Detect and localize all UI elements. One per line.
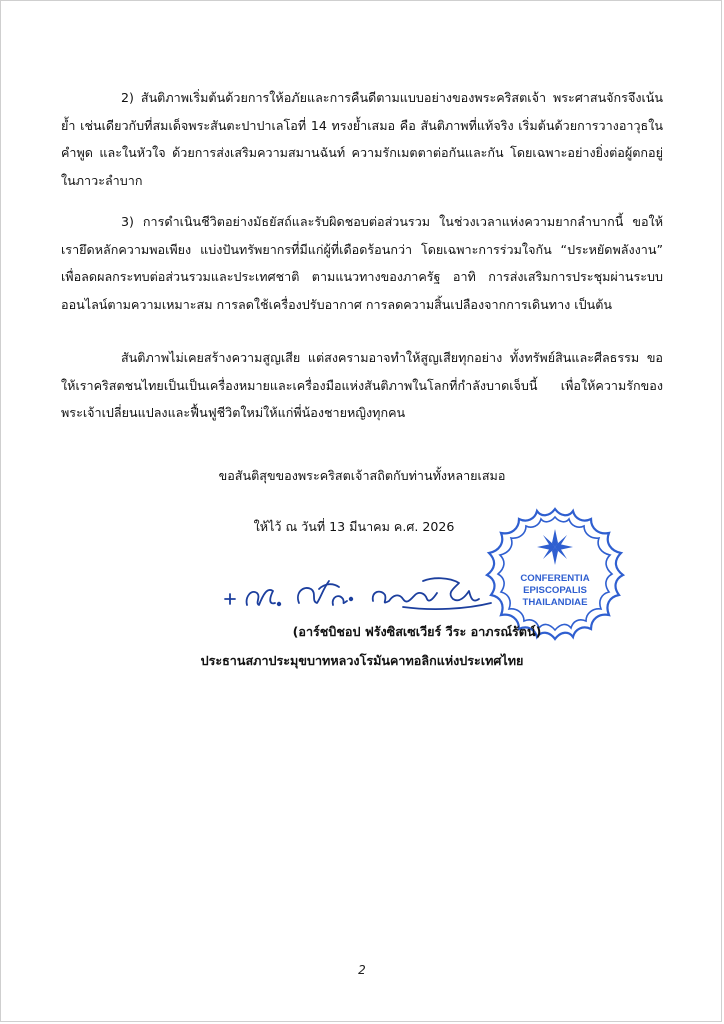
seal-text-line-1: CONFERENTIA bbox=[520, 573, 590, 584]
paragraph-responsibility: 3) การดำเนินชีวิตอย่างมัธยัสถ์และรับผิดชอบต่อส่วนรวม ในช่วงเวลาแห่งความยากลำบากนี้ ขอให้เรายึดหลักความพอเพียง แบ่งปันทรัพยากรที่มีแก่ผู้ที่เดือดร้อนกว่า โดยเฉพาะการร่วมใจกัน “ประหยัดพลังงาน” เพื่อลดผลกระทบต่อส่วนรวมและประเทศชาติ ตามแนวทางของภาครัฐ อาทิ การส่งเสริมการประชุมผ่านระบบออนไลน์ตามความเหมาะสม การลดใช้เครื่องปรับอากาศ การลดความสิ้นเปลืองจากการเดินทาง เป็นต้น bbox=[61, 214, 663, 312]
signer-name: (อาร์ชบิชอป ฟรังซิสเซเวียร์ วีระ อาภรณ์รัตน์) bbox=[292, 624, 542, 639]
paragraph-forgiveness: 2) สันติภาพเริ่มต้นด้วยการให้อภัยและการคืนดีตามแบบอย่างของพระคริสตเจ้า พระศาสนจักรจึงเน้นย้ำ เช่นเดียวกับที่สมเด็จพระสันตะปาปาเลโอที่ 14 ทรงย้ำเสมอ คือ สันติภาพที่แท้จริง เริ่มต้นด้วยการวางอาวุธในคำพูด และในหัวใจ ด้วยการส่งเสริมความสมานฉันท์ ความรักเมตตาต่อกันและกัน โดยเฉพาะอย่างยิ่งต่อผู้ตกอยู่ในภาวะลำบาก bbox=[61, 90, 663, 188]
seal-text-line-2: EPISCOPALIS bbox=[523, 585, 587, 596]
paragraph-peace: สันติภาพไม่เคยสร้างความสูญเสีย แต่สงครามอาจทำให้สูญเสียทุกอย่าง ทั้งทรัพย์สินและศีลธรรม ขอให้เราคริสตชนไทยเป็นเป็นเครื่องหมายและเครื่องมือแห่งสันติภาพในโลกที่กำลังบาดเจ็บนี้ เพื่อให้ความรักของพระเจ้าเปลี่ยนแปลงและฟื้นฟูชีวิตใหม่ให้แก่พี่น้องชายหญิงทุกคน bbox=[61, 350, 663, 420]
page-number: 2 bbox=[358, 963, 366, 977]
handwritten-signature bbox=[223, 569, 523, 619]
signer-title: ประธานสภาประมุขบาทหลวงโรมันคาทอลิกแห่งประเทศไทย bbox=[200, 653, 524, 668]
date-line: ให้ไว้ ณ วันที่ 13 มีนาคม ค.ศ. 2026 bbox=[253, 519, 455, 534]
closing-greeting: ขอสันติสุขของพระคริสตเจ้าสถิตกับท่านทั้งหลายเสมอ bbox=[218, 468, 506, 483]
seal-text-line-3: THAILANDIAE bbox=[522, 597, 588, 608]
